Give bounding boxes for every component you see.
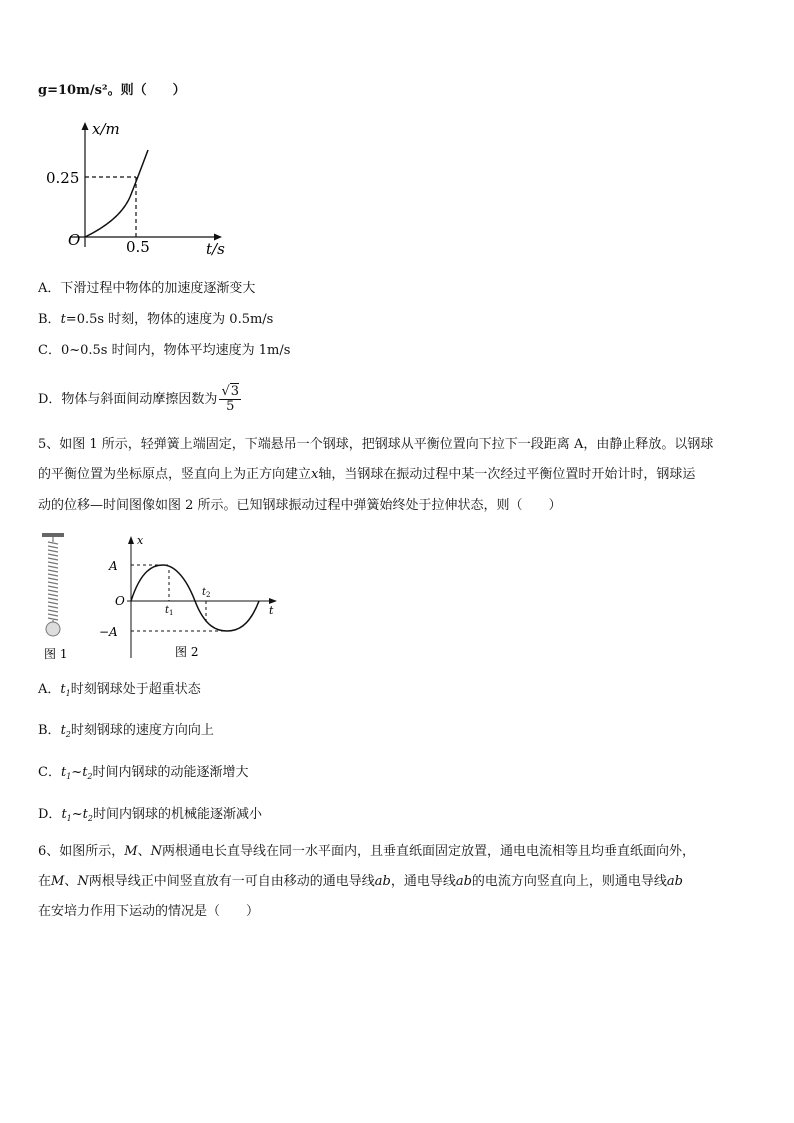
q5-fig2-xt-graph: [95, 530, 285, 665]
q4-t-tick: 0.5: [126, 238, 150, 256]
q4-xt-graph: [40, 112, 240, 262]
q4-x-axis-arrow: [82, 122, 89, 130]
q5-neg-amp-label: −A: [99, 625, 118, 639]
q5-fig1-caption: 图 1: [44, 647, 68, 661]
q4-displacement-curve: [85, 150, 148, 237]
q5-stem-line3: 动的位移—时间图像如图 2 所示。已知钢球振动过程中弹簧始终处于拉伸状态，则（ ）: [38, 498, 562, 513]
q5-t-label: t: [269, 604, 274, 617]
q5-fig2-caption: 图 2: [175, 645, 199, 659]
q4-option-a: A．下滑过程中物体的加速度逐渐变大: [38, 281, 256, 296]
q5-t2-label: $t_2$: [202, 587, 211, 599]
q5-origin: O: [115, 594, 125, 608]
q4-tail-text: g=10m/s²。则（ ）: [38, 83, 186, 98]
q5-x-axis-arrow: [128, 536, 134, 544]
q5-sine-curve: [131, 565, 259, 631]
q5-option-a: A．$t_1$时刻钢球处于超重状态: [38, 682, 201, 698]
q5-option-d: D．$t_1\sim t_2$时间内钢球的机械能逐渐减小: [38, 807, 263, 823]
q5-amp-label: A: [109, 559, 118, 573]
q5-t1-label: $t_1$: [165, 605, 174, 617]
q6-stem-line1: 6、如图所示，M、N两根通电长直导线在同一水平面内，且垂直纸面固定放置，通电电流相等且均垂直纸面向外，: [38, 844, 695, 859]
q5-spring-coils: [48, 537, 58, 622]
q4-t-axis-label: t/s: [206, 240, 225, 258]
q4-option-b: B．t=0.5s 时刻，物体的速度为 0.5m/s: [38, 312, 274, 327]
q5-steel-ball: [46, 622, 60, 636]
q4-option-c: C．0~0.5s 时间内，物体平均速度为 1m/s: [38, 343, 291, 358]
q6-stem-line3: 在安培力作用下运动的情况是（ ）: [38, 904, 260, 919]
q5-option-c: C．$t_1\sim t_2$时间内钢球的动能逐渐增大: [38, 765, 249, 781]
q4-option-d: D．物体与斜面间动摩擦因数为 $\frac{√3}{5}$: [38, 384, 240, 414]
q6-stem-line2: 在M、N两根导线正中间竖直放有一可自由移动的通电导线ab，通电导线ab的电流方向竖直向上，则通电导线ab: [38, 874, 683, 889]
q5-stem-line2: 的平衡位置为坐标原点，竖直向上为正方向建立x轴，当钢球在振动过程中某一次经过平衡位置时开始计时，钢球运: [38, 467, 696, 482]
q5-ceiling: [42, 533, 64, 537]
q5-x-label: x: [137, 534, 144, 547]
q4-fraction: $\frac{√3}{5}$: [221, 384, 240, 414]
q4-x-axis-label: x/m: [92, 120, 120, 138]
q5-fig1-spring: [38, 530, 78, 665]
q5-stem-line1: 5、如图 1 所示，轻弹簧上端固定，下端悬吊一个钢球，把钢球从平衡位置向下拉下一段距离 A，由静止释放。以钢球: [38, 437, 714, 452]
q4-x-tick: 0.25: [46, 169, 80, 187]
q4-origin: O: [68, 231, 81, 249]
q5-option-b: B．$t_2$时刻钢球的速度方向向上: [38, 723, 214, 739]
